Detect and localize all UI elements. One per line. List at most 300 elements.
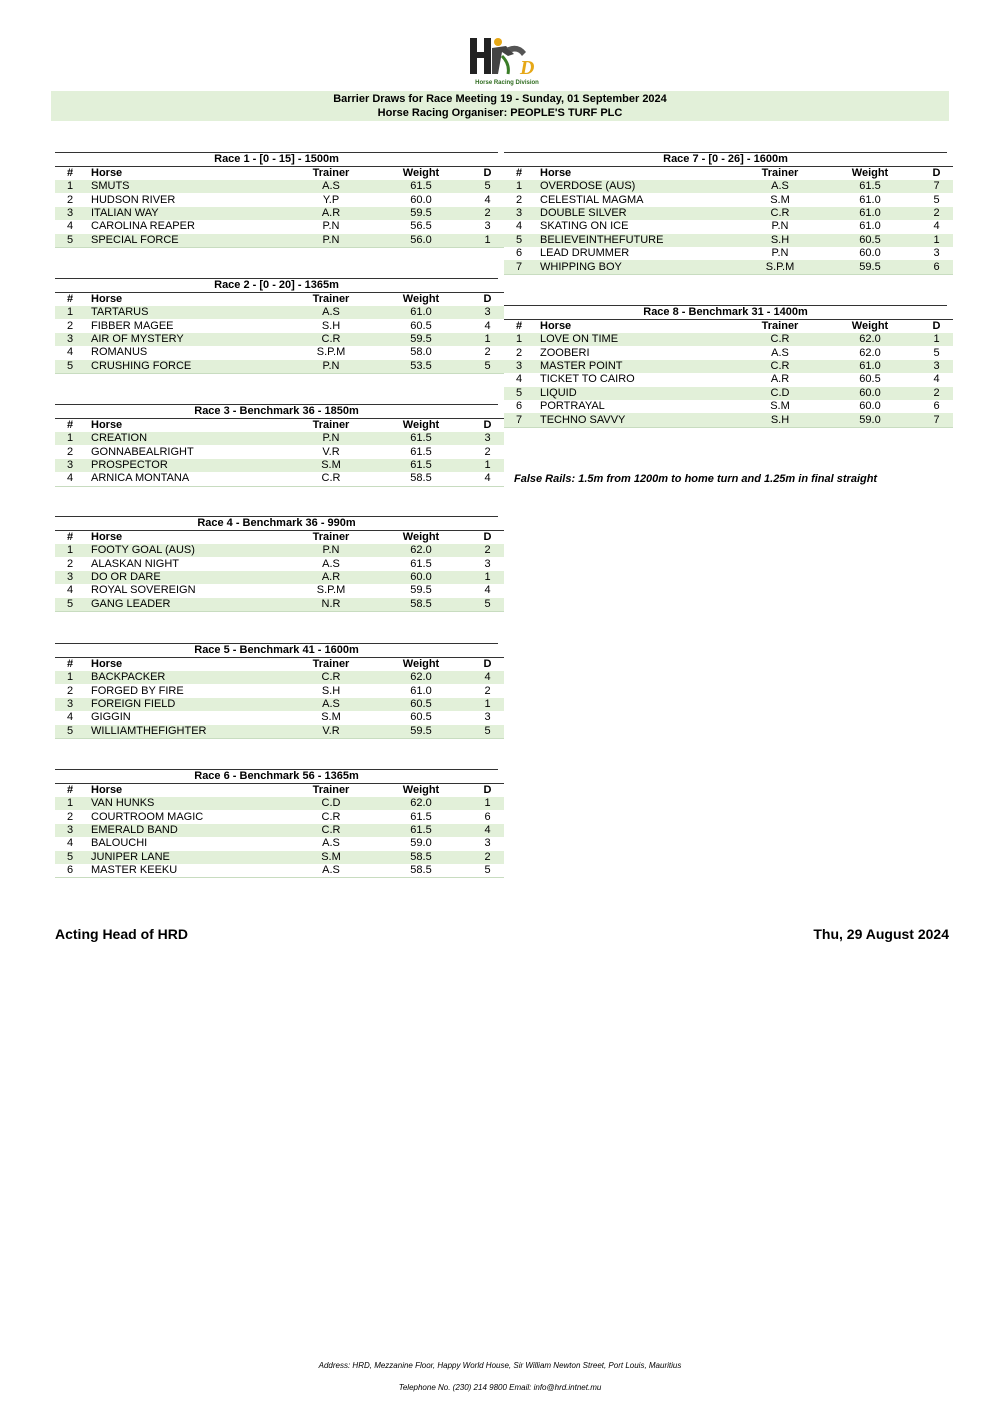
cell-num: 3 (55, 698, 85, 711)
cell-d: 5 (471, 598, 504, 612)
cell-num: 6 (515, 247, 523, 260)
footer-address: Address: HRD, Mezzanine Floor, Happy World House, Sir William Newton Street, Port Louis, Mauritius (318, 1361, 682, 1370)
table-row (55, 557, 504, 570)
cell-weight: 59.5 (371, 333, 471, 346)
cell-horse: DO OR DARE (85, 571, 291, 584)
cell-weight: 61.0 (371, 306, 471, 319)
cell-weight: 59.0 (410, 837, 432, 850)
column-header-num: # (55, 531, 85, 545)
cell-weight: 58.5 (371, 851, 471, 864)
cell-horse: FIBBER MAGEE (91, 319, 174, 332)
cell-weight: 61.5 (371, 180, 471, 193)
cell-trainer: P.N (291, 432, 371, 445)
table-header-row (55, 419, 504, 433)
cell-weight: 60.5 (371, 698, 471, 711)
column-header-trainer: Trainer (291, 531, 371, 545)
table-row (55, 306, 504, 319)
meeting-title: Barrier Draws for Race Meeting 19 - Sunday, 01 September 2024 (333, 93, 667, 105)
race-block-2 (55, 278, 498, 374)
column-header-weight: Weight (820, 167, 920, 181)
svg-text:D: D (520, 57, 535, 79)
column-header-trainer: Trainer (291, 658, 371, 672)
cell-d: 3 (484, 557, 491, 570)
cell-d: 2 (920, 387, 953, 400)
cell-weight: 59.0 (820, 413, 920, 427)
column-header-trainer: Trainer (291, 784, 371, 798)
cell-trainer: A.S (322, 557, 340, 570)
cell-num: 4 (66, 584, 74, 597)
cell-d: 2 (471, 851, 504, 864)
table-row (55, 864, 504, 878)
cell-d: 3 (471, 432, 504, 445)
cell-d: 1 (920, 333, 953, 346)
cell-weight: 59.5 (371, 207, 471, 220)
column-header-horse: Horse (85, 658, 291, 672)
cell-weight: 61.0 (859, 220, 881, 233)
cell-d: 6 (933, 400, 940, 413)
cell-num: 5 (504, 234, 534, 247)
cell-horse: LIQUID (534, 387, 740, 400)
cell-horse: JUNIPER LANE (85, 851, 291, 864)
cell-trainer: A.S (291, 864, 371, 878)
table-row (504, 193, 953, 206)
table-header-row (55, 293, 504, 307)
cell-horse: LEAD DRUMMER (540, 247, 630, 260)
cell-num: 3 (55, 824, 85, 837)
cell-horse: AIR OF MYSTERY (85, 333, 291, 346)
cell-horse: LOVE ON TIME (534, 333, 740, 346)
race-block-1 (55, 152, 498, 248)
race-table (55, 530, 504, 612)
cell-horse: HUDSON RIVER (91, 193, 176, 206)
column-header-weight: Weight (371, 784, 471, 798)
cell-num: 4 (515, 220, 523, 233)
column-header-horse: Horse (85, 167, 291, 181)
table-row (504, 373, 953, 386)
cell-trainer: A.S (740, 180, 820, 193)
cell-weight: 62.0 (859, 346, 881, 359)
cell-trainer: A.S (291, 306, 371, 319)
cell-num: 5 (55, 851, 85, 864)
cell-horse: ROYAL SOVEREIGN (91, 584, 196, 597)
cell-d: 2 (471, 544, 504, 557)
table-header-row (504, 320, 953, 334)
table-row (55, 360, 504, 374)
signatory-title: Acting Head of HRD (55, 926, 188, 942)
column-header-weight: Weight (371, 419, 471, 433)
cell-d: 5 (933, 193, 940, 206)
cell-horse: SKATING ON ICE (540, 220, 629, 233)
cell-weight: 61.0 (859, 193, 881, 206)
table-row (504, 207, 953, 220)
cell-trainer: P.N (291, 234, 371, 248)
cell-weight: 60.5 (410, 319, 432, 332)
column-header-trainer: Trainer (740, 320, 820, 334)
cell-d: 5 (471, 360, 504, 374)
table-row (504, 247, 953, 260)
cell-horse: BACKPACKER (85, 671, 291, 684)
table-row (55, 684, 504, 697)
column-header-trainer: Trainer (740, 167, 820, 181)
column-header-weight: Weight (371, 531, 471, 545)
cell-d: 4 (484, 319, 491, 332)
cell-d: 1 (920, 234, 953, 247)
cell-horse: CELESTIAL MAGMA (540, 193, 644, 206)
cell-trainer: S.M (291, 851, 371, 864)
column-header-d: D (471, 658, 504, 672)
race-block-4 (55, 516, 498, 612)
cell-num: 3 (55, 207, 85, 220)
table-row (55, 319, 504, 332)
cell-weight: 62.0 (371, 797, 471, 810)
cell-trainer: S.H (740, 234, 820, 247)
cell-horse: BALOUCHI (91, 837, 148, 850)
cell-weight: 60.0 (859, 247, 881, 260)
cell-num: 1 (55, 306, 85, 319)
column-header-d: D (471, 167, 504, 181)
cell-num: 3 (504, 207, 534, 220)
cell-horse: CAROLINA REAPER (91, 220, 195, 233)
cell-num: 2 (515, 346, 523, 359)
cell-num: 1 (55, 797, 85, 810)
cell-d: 5 (471, 725, 504, 739)
cell-weight: 56.5 (410, 220, 432, 233)
cell-horse: DOUBLE SILVER (534, 207, 740, 220)
cell-num: 1 (55, 671, 85, 684)
cell-horse: ZOOBERI (540, 346, 590, 359)
cell-trainer: P.N (771, 247, 789, 260)
column-header-horse: Horse (85, 293, 291, 307)
table-row (55, 472, 504, 486)
cell-d: 1 (471, 234, 504, 248)
cell-num: 4 (515, 373, 523, 386)
race-title: Race 4 - Benchmark 36 - 990m (55, 516, 498, 530)
cell-num: 3 (55, 571, 85, 584)
table-row (55, 797, 504, 810)
cell-trainer: A.S (291, 698, 371, 711)
cell-trainer: C.D (740, 387, 820, 400)
cell-horse: ROMANUS (91, 346, 148, 359)
cell-d: 2 (484, 684, 491, 697)
race-title: Race 6 - Benchmark 56 - 1365m (55, 769, 498, 783)
cell-horse: GONNABEALRIGHT (91, 445, 194, 458)
cell-num: 1 (504, 333, 534, 346)
column-header-num: # (55, 658, 85, 672)
table-row (55, 824, 504, 837)
cell-weight: 62.0 (371, 544, 471, 557)
cell-trainer: C.R (740, 207, 820, 220)
cell-trainer: A.S (322, 837, 340, 850)
cell-trainer: S.P.M (316, 346, 346, 359)
cell-weight: 58.5 (371, 598, 471, 612)
column-header-trainer: Trainer (291, 167, 371, 181)
cell-trainer: S.H (740, 413, 820, 427)
cell-d: 5 (471, 864, 504, 878)
cell-d: 4 (471, 824, 504, 837)
cell-horse: FORGED BY FIRE (91, 684, 184, 697)
cell-weight: 61.5 (371, 824, 471, 837)
logo-caption: Horse Racing Division (475, 80, 539, 86)
cell-d: 4 (484, 193, 491, 206)
cell-num: 3 (55, 333, 85, 346)
cell-num: 3 (504, 360, 534, 373)
cell-horse: ARNICA MONTANA (85, 472, 291, 486)
table-header-row (504, 167, 953, 181)
table-row (55, 571, 504, 584)
cell-d: 4 (484, 584, 491, 597)
cell-weight: 53.5 (371, 360, 471, 374)
race-title: Race 3 - Benchmark 36 - 1850m (55, 404, 498, 418)
cell-d: 3 (471, 306, 504, 319)
cell-weight: 61.0 (410, 684, 432, 697)
table-row (55, 333, 504, 346)
cell-weight: 60.0 (371, 571, 471, 584)
cell-num: 5 (55, 360, 85, 374)
cell-weight: 58.5 (371, 864, 471, 878)
column-header-weight: Weight (820, 320, 920, 334)
table-row (55, 584, 504, 597)
cell-weight: 61.5 (371, 459, 471, 472)
cell-weight: 59.5 (371, 725, 471, 739)
cell-horse: TECHNO SAVVY (534, 413, 740, 427)
column-header-num: # (55, 784, 85, 798)
table-row (504, 220, 953, 233)
cell-d: 5 (933, 346, 940, 359)
table-row (504, 413, 953, 427)
cell-num: 6 (55, 864, 85, 878)
race-block-3 (55, 404, 498, 487)
cell-weight: 61.0 (820, 360, 920, 373)
cell-d: 7 (920, 413, 953, 427)
table-row (55, 810, 504, 823)
cell-weight: 61.5 (371, 432, 471, 445)
cell-d: 6 (920, 260, 953, 274)
cell-num: 2 (66, 557, 74, 570)
cell-trainer: S.P.M (316, 584, 346, 597)
cell-trainer: P.N (771, 220, 789, 233)
cell-horse: FOOTY GOAL (AUS) (85, 544, 291, 557)
cell-num: 7 (504, 413, 534, 427)
cell-trainer: P.N (322, 220, 340, 233)
column-header-weight: Weight (371, 293, 471, 307)
cell-d: 5 (471, 180, 504, 193)
table-row (504, 387, 953, 400)
cell-trainer: C.R (740, 360, 820, 373)
cell-num: 5 (55, 598, 85, 612)
table-header-row (55, 531, 504, 545)
cell-d: 2 (484, 346, 491, 359)
signature-date: Thu, 29 August 2024 (813, 926, 949, 942)
cell-d: 2 (920, 207, 953, 220)
race-table (504, 166, 953, 275)
cell-horse: PROSPECTOR (85, 459, 291, 472)
column-header-num: # (504, 167, 534, 181)
cell-d: 1 (471, 459, 504, 472)
race-table (55, 783, 504, 878)
cell-trainer: C.R (740, 333, 820, 346)
cell-horse: GIGGIN (91, 711, 131, 724)
cell-horse: ITALIAN WAY (85, 207, 291, 220)
race-table (55, 657, 504, 739)
cell-weight: 61.5 (410, 445, 432, 458)
column-header-trainer: Trainer (291, 293, 371, 307)
cell-horse: WILLIAMTHEFIGHTER (85, 725, 291, 739)
race-table (55, 166, 504, 248)
cell-num: 4 (66, 346, 74, 359)
cell-horse: MASTER POINT (534, 360, 740, 373)
cell-trainer: V.R (291, 725, 371, 739)
cell-weight: 61.5 (410, 810, 432, 823)
column-header-horse: Horse (85, 531, 291, 545)
cell-trainer: C.R (291, 333, 371, 346)
race-title: Race 2 - [0 - 20] - 1365m (55, 278, 498, 292)
table-row (504, 346, 953, 359)
table-row (55, 671, 504, 684)
race-block-5 (55, 643, 498, 739)
column-header-horse: Horse (534, 320, 740, 334)
hrd-logo (462, 34, 552, 90)
table-row (504, 400, 953, 413)
cell-horse: GANG LEADER (85, 598, 291, 612)
cell-trainer: S.H (321, 319, 341, 332)
cell-weight: 60.5 (820, 234, 920, 247)
column-header-horse: Horse (85, 784, 291, 798)
table-row (55, 711, 504, 724)
cell-d: 3 (484, 837, 491, 850)
table-row (55, 346, 504, 359)
cell-weight: 58.5 (371, 472, 471, 486)
cell-weight: 59.5 (820, 260, 920, 274)
race-title: Race 7 - [0 - 26] - 1600m (504, 152, 947, 166)
cell-trainer: S.H (321, 684, 341, 697)
cell-d: 7 (920, 180, 953, 193)
cell-horse: PORTRAYAL (540, 400, 605, 413)
cell-trainer: C.R (321, 810, 341, 823)
cell-d: 1 (471, 698, 504, 711)
cell-d: 4 (471, 472, 504, 486)
table-row (55, 459, 504, 472)
table-row (55, 193, 504, 206)
footer-telephone: Telephone No. (230) 214 9800 Email: info@hrd.intnet.mu (398, 1383, 602, 1392)
cell-weight: 61.5 (820, 180, 920, 193)
cell-horse: TARTARUS (85, 306, 291, 319)
cell-weight: 60.0 (820, 387, 920, 400)
cell-horse: COURTROOM MAGIC (91, 810, 204, 823)
table-row (504, 360, 953, 373)
cell-d: 2 (484, 445, 491, 458)
cell-num: 5 (55, 725, 85, 739)
column-header-horse: Horse (85, 419, 291, 433)
column-header-d: D (471, 419, 504, 433)
cell-horse: BELIEVEINTHEFUTURE (534, 234, 740, 247)
table-row (504, 180, 953, 193)
table-row (55, 598, 504, 612)
cell-num: 6 (515, 400, 523, 413)
cell-num: 5 (504, 387, 534, 400)
table-header-row (55, 784, 504, 798)
cell-trainer: A.R (291, 571, 371, 584)
table-row (55, 544, 504, 557)
false-rails-note: False Rails: 1.5m from 1200m to home turn and 1.25m in final straight (514, 473, 878, 485)
cell-num: 2 (66, 810, 74, 823)
table-row (55, 220, 504, 233)
cell-d: 2 (471, 207, 504, 220)
cell-horse: ALASKAN NIGHT (91, 557, 180, 570)
column-header-d: D (471, 784, 504, 798)
cell-horse: VAN HUNKS (85, 797, 291, 810)
cell-trainer: S.M (770, 193, 790, 206)
table-row (55, 445, 504, 458)
cell-trainer: V.R (322, 445, 340, 458)
cell-trainer: C.D (291, 797, 371, 810)
cell-weight: 60.5 (410, 711, 432, 724)
table-row (504, 333, 953, 346)
table-row (55, 725, 504, 739)
cell-trainer: N.R (291, 598, 371, 612)
cell-trainer: A.R (770, 373, 790, 386)
cell-weight: 60.5 (859, 373, 881, 386)
race-title: Race 1 - [0 - 15] - 1500m (55, 152, 498, 166)
cell-horse: SMUTS (85, 180, 291, 193)
table-row (55, 837, 504, 850)
column-header-num: # (504, 320, 534, 334)
cell-num: 7 (504, 260, 534, 274)
cell-horse: EMERALD BAND (85, 824, 291, 837)
cell-weight: 61.0 (820, 207, 920, 220)
table-row (55, 234, 504, 248)
column-header-d: D (471, 531, 504, 545)
organiser-line: Horse Racing Organiser: PEOPLE'S TURF PLC (377, 107, 623, 119)
cell-num: 1 (55, 432, 85, 445)
cell-d: 6 (484, 810, 491, 823)
cell-weight: 62.0 (371, 671, 471, 684)
cell-num: 3 (55, 459, 85, 472)
race-table (504, 319, 953, 428)
race-table (55, 292, 504, 374)
race-title: Race 8 - Benchmark 31 - 1400m (504, 305, 947, 319)
cell-trainer: A.S (771, 346, 789, 359)
column-header-trainer: Trainer (291, 419, 371, 433)
cell-trainer: A.R (291, 207, 371, 220)
cell-d: 1 (471, 571, 504, 584)
cell-num: 4 (66, 837, 74, 850)
horse-logo-icon (462, 34, 552, 82)
cell-trainer: S.M (770, 400, 790, 413)
race-block-8 (504, 305, 947, 428)
cell-d: 1 (471, 797, 504, 810)
cell-num: 5 (55, 234, 85, 248)
cell-d: 4 (471, 671, 504, 684)
column-header-horse: Horse (534, 167, 740, 181)
cell-d: 3 (933, 247, 940, 260)
cell-d: 3 (484, 711, 491, 724)
cell-d: 4 (933, 373, 940, 386)
cell-d: 3 (920, 360, 953, 373)
cell-num: 4 (55, 472, 85, 486)
table-row (55, 432, 504, 445)
cell-trainer: S.P.M (740, 260, 820, 274)
table-header-row (55, 658, 504, 672)
cell-d: 4 (933, 220, 940, 233)
cell-weight: 58.0 (410, 346, 432, 359)
cell-weight: 56.0 (371, 234, 471, 248)
cell-num: 4 (66, 220, 74, 233)
table-header-row (55, 167, 504, 181)
cell-num: 2 (66, 684, 74, 697)
table-row (55, 851, 504, 864)
race-block-6 (55, 769, 498, 878)
cell-trainer: S.M (321, 711, 341, 724)
